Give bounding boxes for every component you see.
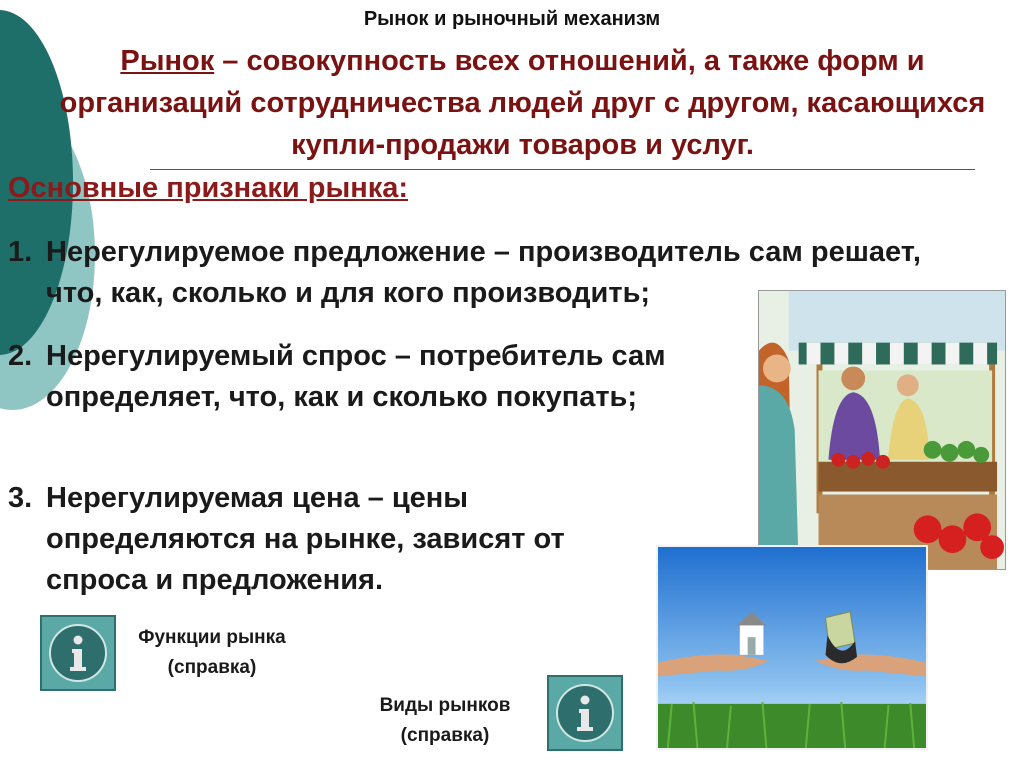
reference-note: (справка) — [167, 657, 257, 678]
market-stall-image — [758, 290, 1006, 570]
feature-item-3 — [8, 478, 618, 601]
slide-title: Рынок и рыночный механизм — [363, 8, 661, 30]
features-heading: Основные признаки рынка: — [8, 172, 409, 204]
info-icon — [46, 621, 110, 685]
market-types-info-button[interactable] — [547, 675, 623, 751]
reference-title: Функции рынка — [138, 627, 286, 648]
feature-number: 1. — [8, 236, 33, 268]
market-types-caption — [345, 691, 545, 751]
feature-number: 2. — [8, 340, 33, 372]
feature-text: Нерегулируемая цена – цены определяются на рынке, зависят от спроса и предложения. — [46, 482, 565, 596]
divider-line — [150, 169, 975, 170]
house-money-exchange-image — [656, 545, 928, 750]
reference-title: Виды рынков — [379, 695, 511, 716]
reference-note: (справка) — [400, 725, 490, 746]
market-definition — [40, 40, 1005, 166]
market-functions-info-button[interactable] — [40, 615, 116, 691]
market-functions-caption — [122, 623, 302, 683]
feature-item-2 — [8, 336, 728, 418]
definition-term: Рынок — [120, 45, 215, 77]
feature-text: Нерегулируемый спрос – потребитель сам определяет, что, как и сколько покупать; — [46, 340, 666, 413]
feature-text: Нерегулируемое предложение – производитель сам решает, что, как, сколько и для кого производить; — [46, 236, 921, 309]
definition-text: – совокупность всех отношений, а также форм и организаций сотрудничества людей друг с другом, касающихся купли-продажи товаров и услуг. — [59, 45, 986, 161]
feature-number: 3. — [8, 482, 33, 514]
info-icon — [553, 681, 617, 745]
